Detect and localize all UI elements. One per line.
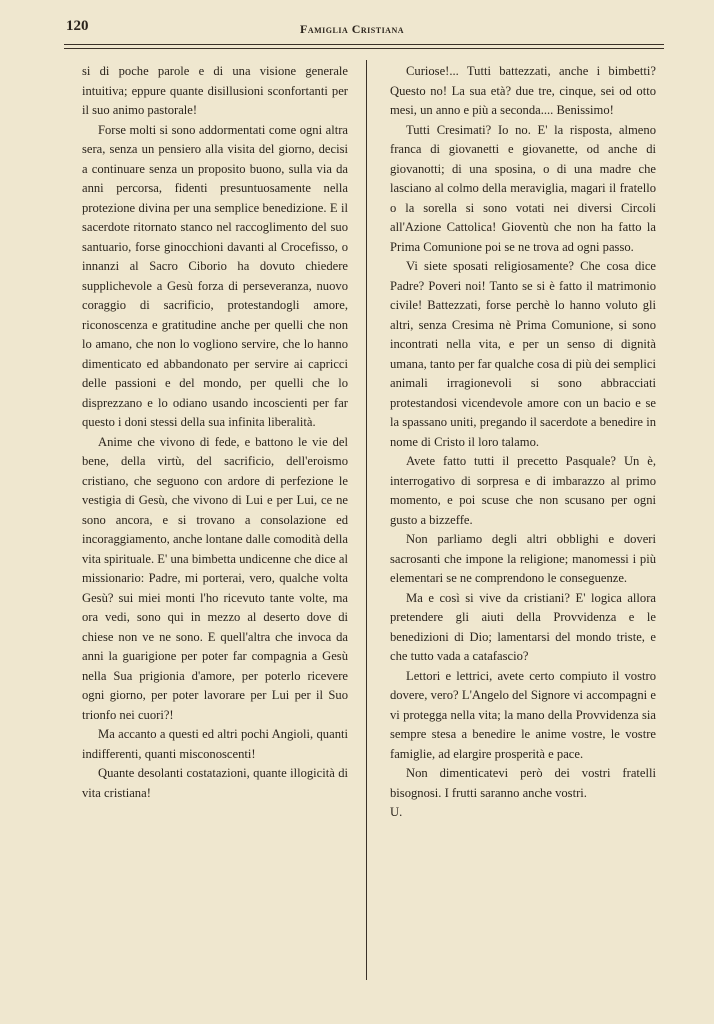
paragraph: Quante desolanti costatazioni, quante illogicità di vita cristiana! xyxy=(82,766,348,800)
left-column xyxy=(82,62,348,803)
paragraph: Ma accanto a questi ed altri pochi Angioli, quanti indifferenti, quanti misconoscenti! xyxy=(82,727,348,761)
paragraph: Curiose!... Tutti battezzati, anche i bimbetti? Questo no! La sua età? due tre, cinque, sei od otto mesi, un anno e più a seconda.... Benissimo! xyxy=(390,64,656,117)
paragraph: Anime che vivono di fede, e battono le vie del bene, della virtù, del sacrificio, dell'eroismo cristiano, che seguono con ardore di perfezione le vestigia di Gesù, che vivono di Lui e per Lui, ce ne sono ancora, e si trovano a consolazione ed incoraggiamento, anche lontane dalle comodità della vita spirituale. E' una bimbetta undicenne che dice al missionario: Padre, mi porterai, vero, qualche volta Gesù? sui miei monti l'ho ricevuto tante volte, ma ora vedi, sono qui in mezzo al deserto dove di chiese non ve ne sono. E quell'altra che invoca da anni la guarigione per poter far compagnia a Gesù nella Sua prigionia d'amore, per poterlo ricevere ogni giorno, per poter lavorare per Lui per il Suo trionfo nei cuori?! xyxy=(82,434,348,722)
header-rule-thin xyxy=(64,48,664,49)
paragraph: Avete fatto tutti il precetto Pasquale? Un è, interrogativo di sorpresa e di imbarazzo al primo momento, e poi scuse che non scusano per ogni gusto a bizzeffe. xyxy=(390,454,656,527)
paragraph: Forse molti si sono addormentati come ogni altra sera, senza un pensiero alla visita del giorno, decisi a continuare senza un proposito buono, sulla via da anni percorsa, fidenti presuntuosamente nella protezione divina per una semplice benedizione. E il sacerdote ritornato stanco nel raccoglimento del suo santuario, forse ginocchioni davanti al Crocefisso, o innanzi al Sacro Ciborio ha dovuto chiedere supplichevole a Gesù forza di perseveranza, nuovo coraggio di sacrificio, protestandogli amore, riconoscenza e gratitudine anche per quelli che non lo amano, che non lo vogliono servire, che lo hanno dimenticato ed abbandonato per servire ai capricci delle passioni e del mondo, per quelli che lo disprezzano e lo odiano usando incoscienti per far questo i doni stessi della sua infinita liberalità. xyxy=(82,122,348,429)
page-number: 120 xyxy=(66,18,89,34)
paragraph: Vi siete sposati religiosamente? Che cosa dice Padre? Poveri noi! Tanto se si è fatto il matrimonio civile! Battezzati, forse perchè lo hanno voluto gli altri, senza Cresima nè Prima Comunione, si sono incontrati nella vita, e per un senso di dignità umana, tanto per far qualche cosa di più dei semplici animali irragionevoli si sono abbracciati protestandosi vicendevole amore con un bacio e se la spassano uniti, pregando il sacerdote a benedire in nome di Cristo il loro talamo. xyxy=(390,259,656,449)
paragraph: Non dimenticatevi però dei vostri fratelli bisognosi. I frutti saranno anche vostri. xyxy=(390,766,656,800)
header-rule xyxy=(64,44,664,45)
column-divider xyxy=(366,60,367,980)
paragraph: Lettori e lettrici, avete certo compiuto il vostro dovere, vero? L'Angelo del Signore vi accompagni e vi protegga nella vita; la mano della Provvidenza sia sempre stesa a benedire le anime vostre, le vostre famiglie, ad elargire prosperità e pace. xyxy=(390,668,656,761)
paragraph: Non parliamo degli altri obblighi e doveri sacrosanti che impone la religione; manomessi i più elementari se ne comprendono le conseguenze. xyxy=(390,532,656,585)
right-column xyxy=(390,62,656,823)
paragraph: Tutti Cresimati? Io no. E' la risposta, almeno franca di giovanetti e giovanette, od anche di giovanotti; di una sposina, o di una madre che lasciano al colmo della meraviglia, magari il fratello o la sorella si sono votati nei diversi Circoli all'Azione Cattolica! Gioventù che non ha fatto la Prima Comunione poi se ne trova ad ogni passo. xyxy=(390,122,656,254)
paragraph: Ma e così si vive da cristiani? E' logica allora pretendere gli aiuti della Provvidenza e le benedizioni di Dio; lamentarsi del mondo triste, e che tutto vada a catafascio? xyxy=(390,590,656,663)
running-title: Famiglia Cristiana xyxy=(300,22,405,36)
paragraph: si di poche parole e di una visione generale intuitiva; eppure quante disillusioni sconfortanti per il suo animo pastorale! xyxy=(82,64,348,117)
author-signature: U. xyxy=(390,805,403,819)
